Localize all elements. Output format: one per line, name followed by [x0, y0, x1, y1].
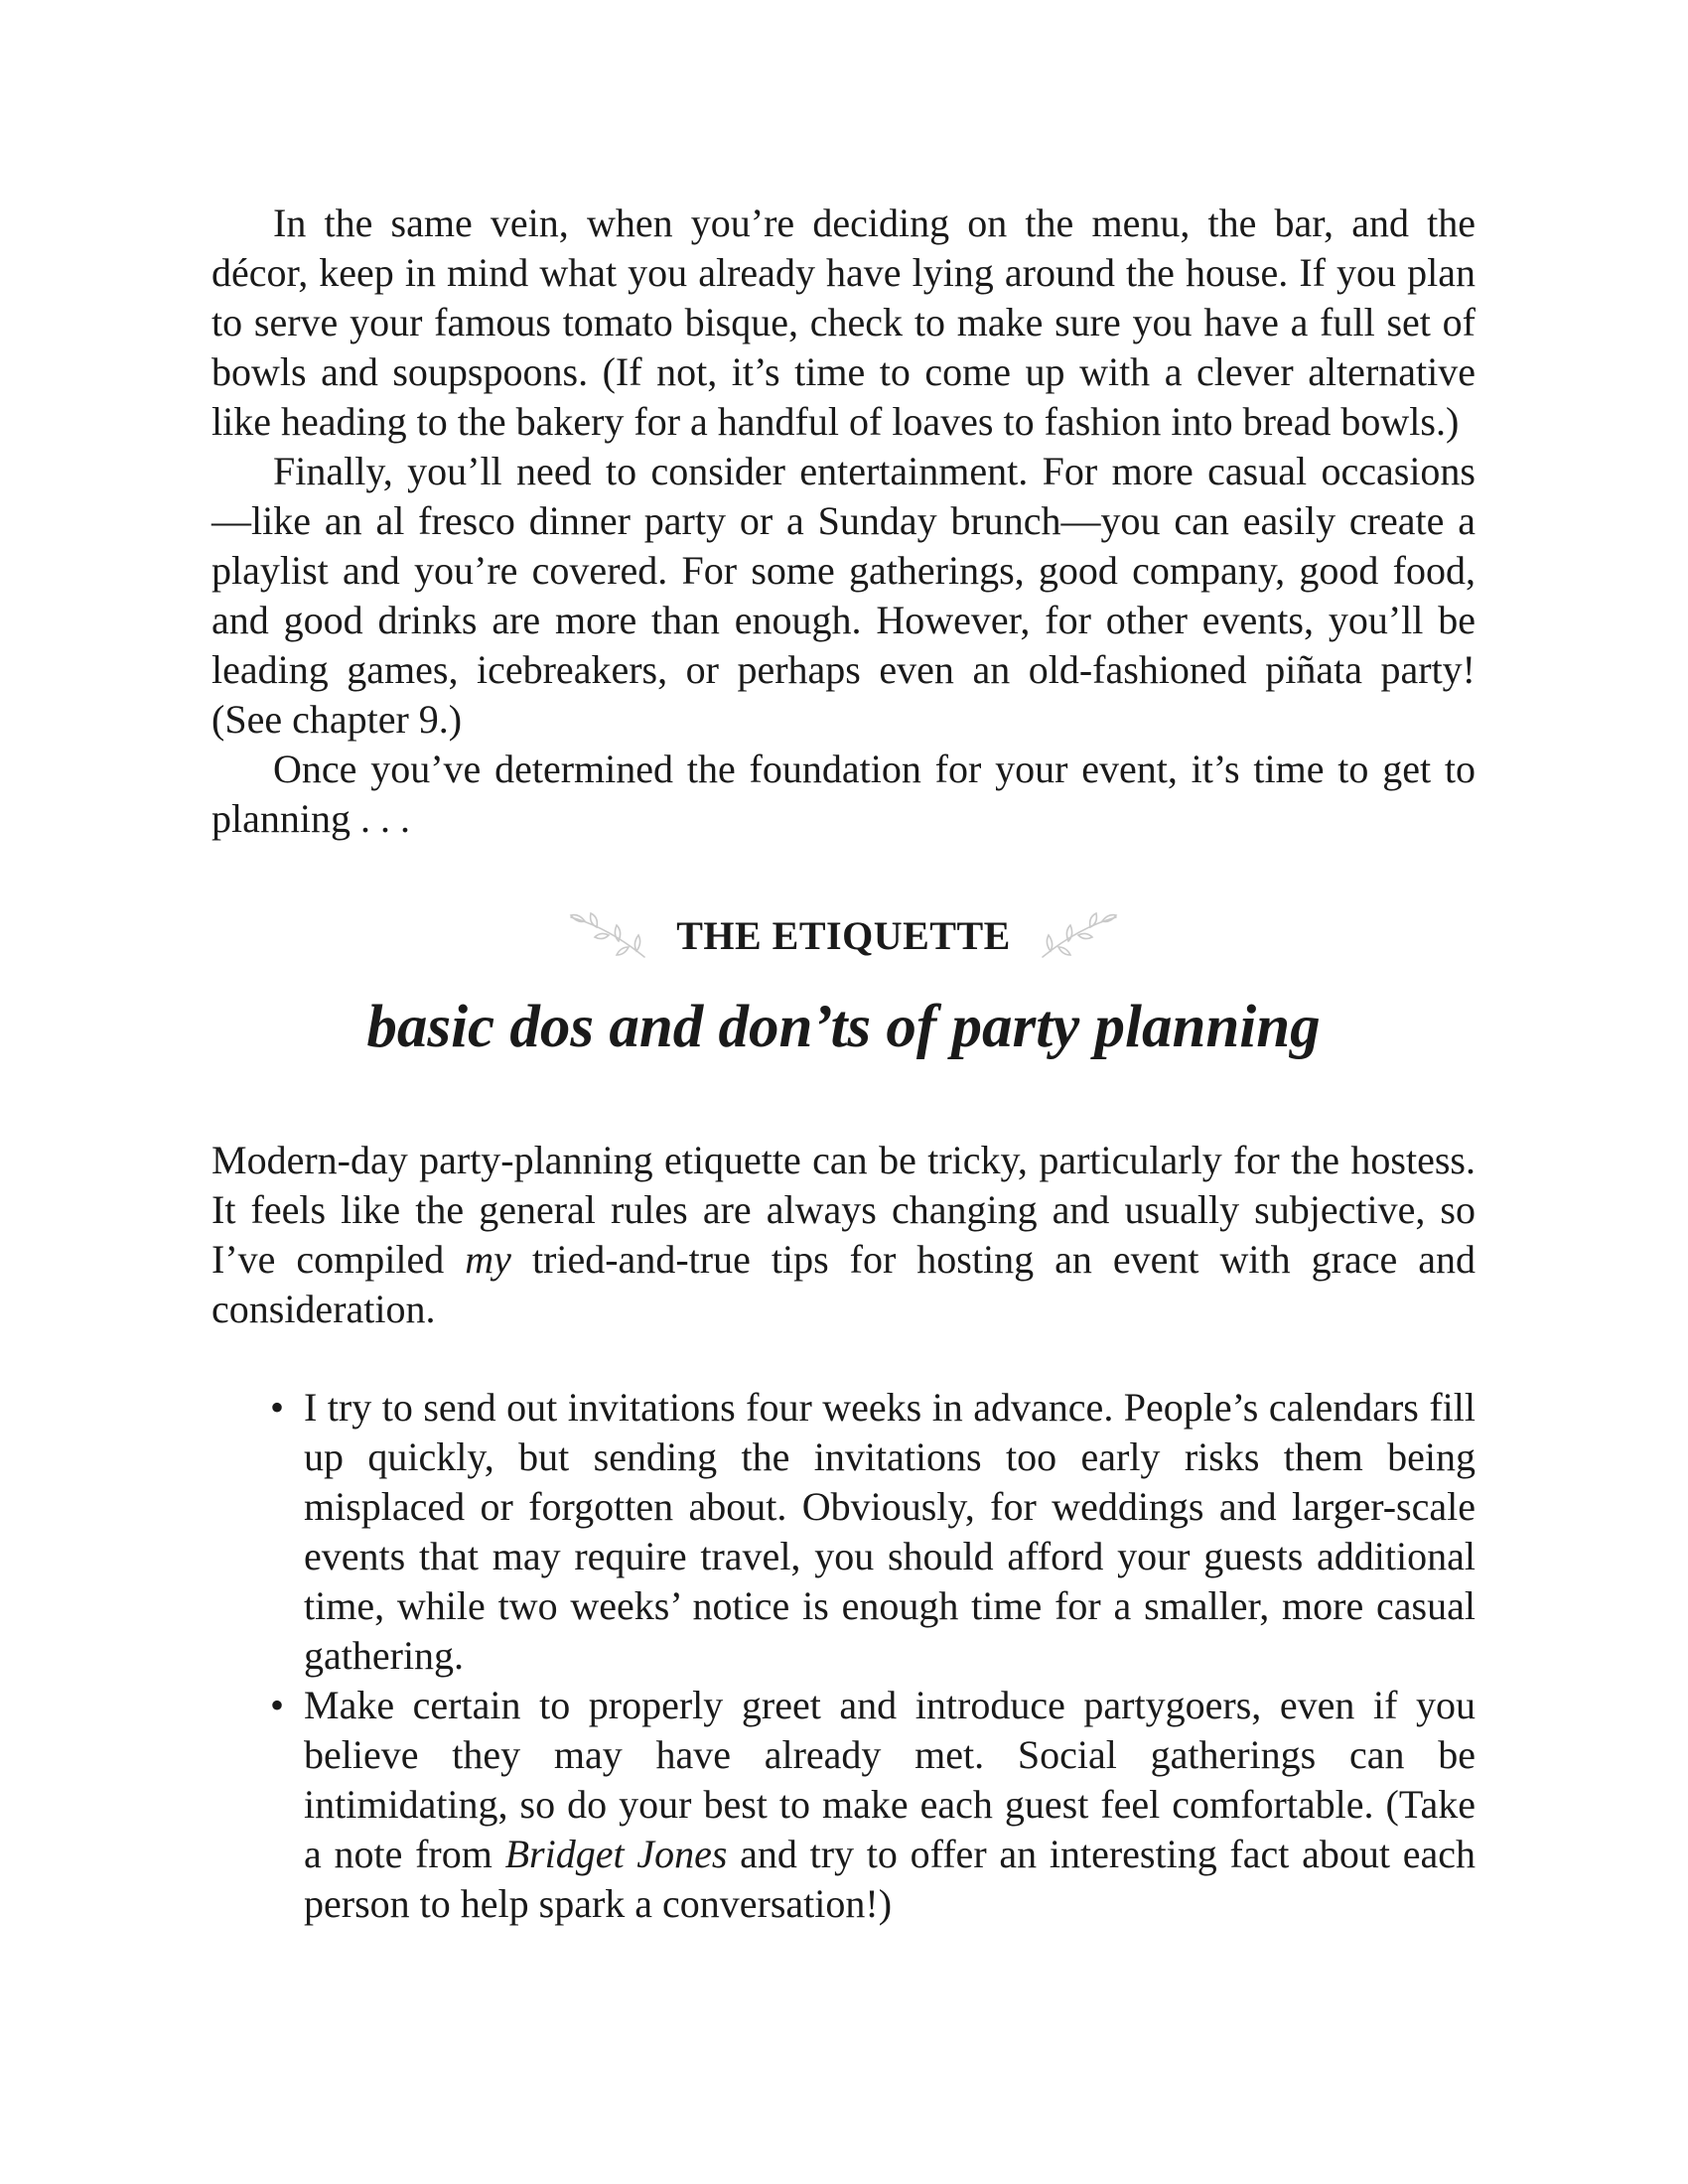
book-page: [211, 199, 1476, 1929]
intro-text: tried-and-true tips for hosting an event with grace and consideration.: [211, 1237, 1476, 1331]
body-paragraph: Once you’ve determined the foundation for your event, it’s time to get to planning . . .: [211, 747, 1476, 841]
body-paragraph: In the same vein, when you’re deciding on the menu, the bar, and the décor, keep in mind what you already have lying around the house. If you plan to serve your famous tomato bisque, check to make sure you have a full set of bowls and soupspoons. (If not, it’s time to come up with a clever alternative like heading to the bakery for a handful of loaves to fashion into bread bowls.): [211, 201, 1476, 444]
section-label: THE ETIQUETTE: [676, 912, 1011, 958]
tip-item: [304, 1681, 1476, 1929]
tip-item: • I try to send out invitations four weeks in advance. People’s calendars fill up quickly, but sending the invitations too early risks them being misplaced or forgotten about. Obviously, for weddings and larger-scale events that may require travel, you should afford your guests additional time, while two weeks’ notice is enough time for a smaller, more casual gathering.: [304, 1383, 1476, 1681]
body-paragraph: Finally, you’ll need to consider entertainment. For more casual occasions—like an al fresco dinner party or a Sunday brunch—you can easily create a playlist and you’re covered. For some gatherings, good company, good food, and good drinks are more than enough. However, for other events, you’ll be leading games, icebreakers, or perhaps even an old-fashioned piñata party! (See chapter 9.): [211, 449, 1476, 742]
intro-paragraph: [211, 1136, 1476, 1334]
tip-emphasis: Bridget Jones: [504, 1832, 728, 1876]
intro-text: Modern-day party-planning etiquette can be tricky, particularly for the hostess. It feels like the general rules are always changing and usually subjective, so I’ve compiled: [211, 1138, 1476, 1282]
leaf-sprig-icon: [563, 905, 662, 965]
section-title: basic dos and don’ts of party planning: [366, 994, 1321, 1060]
tip-text: and try to offer an interesting fact about each person to help spark a conversation!): [304, 1832, 1476, 1926]
section-heading: [211, 905, 1476, 965]
tips-list: [211, 1383, 1476, 1929]
leaf-sprig-icon: [1025, 905, 1124, 965]
intro-emphasis: my: [465, 1237, 511, 1282]
tip-text: Make certain to properly greet and introduce partygoers, even if you believe they may have already met. Social gatherings can be intimidating, so do your best to make each guest feel comfortable. (Take a note from: [304, 1683, 1476, 1876]
